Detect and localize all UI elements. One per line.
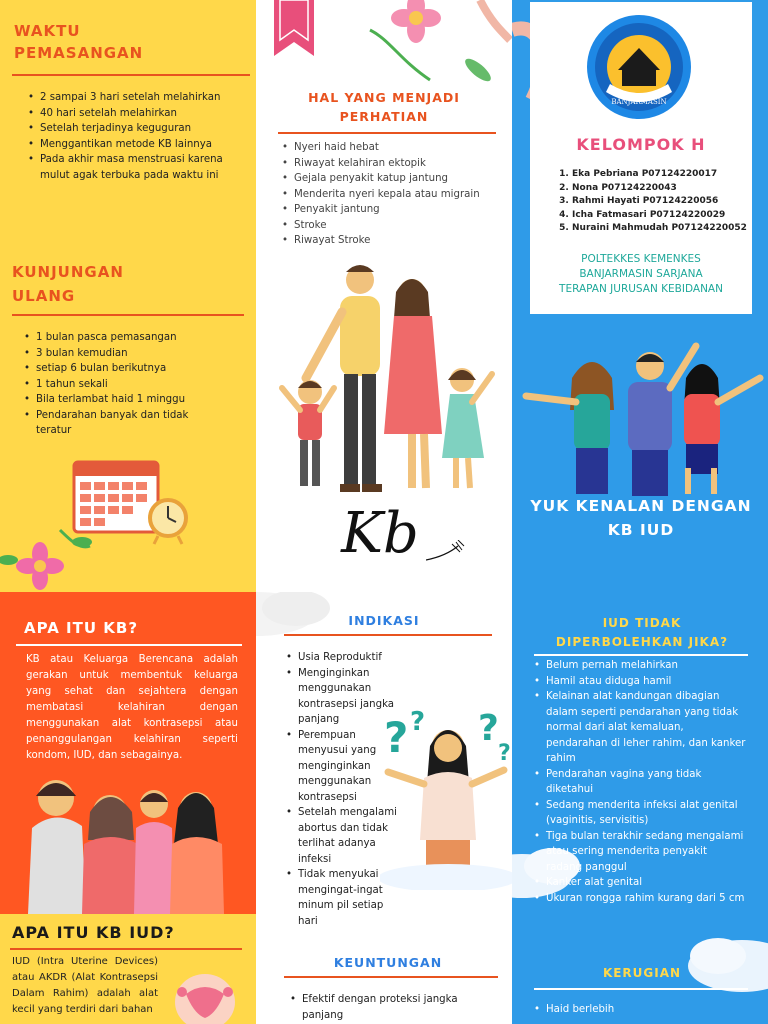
waktu-pemasangan-title: WAKTU PEMASANGAN [14, 22, 144, 62]
list-item: • Bila terlambat haid 1 minggu [22, 392, 222, 408]
member-item: 1. Eka Pebriana P07124220017 [572, 168, 756, 182]
member-item: 2. Nona P07124220043 [572, 182, 756, 196]
perhatian-list [280, 140, 506, 249]
list-item: • 1 tahun sekali [22, 377, 222, 393]
divider [534, 988, 748, 990]
svg-text:?: ? [478, 708, 499, 749]
list-item: • 2 sampai 3 hari setelah melahirkan [26, 90, 226, 106]
kelompok-title: KELOMPOK H [576, 135, 706, 154]
family-hug-illustration [22, 768, 232, 914]
divider [12, 314, 244, 316]
list-item: • Ukuran rongga rahim kurang dari 5 cm [532, 891, 746, 907]
panel-waktu-pemasangan [0, 0, 256, 592]
students-illustration [518, 338, 764, 498]
kb-script-logo: Kb [341, 501, 419, 566]
list-item: • Gejala penyakit katup jantung [280, 171, 506, 187]
kunjungan-ulang-title: KUNJUNGAN ULANG [12, 263, 124, 305]
divider [284, 634, 492, 636]
list-item: • Pendarahan banyak dan tidak teratur [22, 408, 222, 439]
uterus-icon [172, 958, 238, 1024]
hal-perhatian-title: HAL YANG MENJADI PERHATIAN [308, 90, 460, 124]
svg-text:?: ? [384, 713, 409, 762]
list-item: • Efektif dengan proteksi jangka panjang [288, 992, 488, 1023]
flower-decoration-icon [0, 520, 100, 592]
list-item: • 3 bulan kemudian [22, 346, 222, 362]
list-item: • Menginginkan menggunakan kontrasepsi jangka panjang [284, 666, 402, 728]
logo-text-bottom: BANJARMASIN [611, 98, 667, 106]
tidak-diperbolehkan-title: IUD TIDAK DIPERBOLEHKAN JIKA? [555, 616, 729, 649]
list-item: • Belum pernah melahirkan [532, 658, 746, 674]
list-item: • Kanker alat genital [532, 875, 746, 891]
institution-text: POLTEKKES KEMENKES BANJARMASIN SARJANA TERAPAN JURUSAN KEBIDANAN [559, 253, 723, 295]
member-item: 4. Icha Fatmasari P07124220029 [572, 209, 756, 223]
list-item: • Usia Reproduktif [284, 650, 402, 666]
panel-indikasi [256, 592, 512, 1024]
list-item: • Riwayat Stroke [280, 233, 506, 249]
keuntungan-list [288, 992, 488, 1023]
list-item: • Pendarahan vagina yang tidak diketahui [532, 767, 746, 798]
list-item: • Pada akhir masa menstruasi karena mulut agak terbuka pada waktu ini [26, 152, 226, 183]
divider [284, 976, 498, 978]
list-item: • Riwayat kelahiran ektopik [280, 156, 506, 172]
divider [534, 654, 748, 656]
panel-hal-perhatian [256, 0, 512, 592]
indikasi-title: INDIKASI [348, 613, 420, 628]
waktu-list [26, 90, 226, 183]
family-illustration [266, 262, 506, 502]
list-item: • Menggantikan metode KB lainnya [26, 137, 226, 153]
list-item: • Tidak menyukai mengingat-ingat minum pil setiap hari [284, 867, 402, 929]
apa-itu-kb-text: KB atau Keluarga Berencana adalah gerakan untuk membentuk keluarga yang sehat dan sejahtera dengan membatasi kelahiran dengan menggunakan alat kontrasepsi atau penanggulangan kelahiran seperti kondom, IUD, dan sebagainya. [26, 654, 238, 761]
panel-tidak-diperbolehkan [512, 592, 768, 1024]
list-item: • Stroke [280, 218, 506, 234]
divider [16, 644, 242, 646]
divider [12, 74, 250, 76]
kelompok-card [530, 2, 752, 314]
keuntungan-title: KEUNTUNGAN [333, 955, 443, 970]
cloud-icon [682, 926, 768, 996]
member-item: 5. Nuraini Mahmudah P07124220052 [572, 222, 756, 236]
list-item: • Sedang menderita infeksi alat genital (vaginitis, servisitis) [532, 798, 746, 829]
list-item: • Kelainan alat kandungan dibagian dalam seperti pendarahan yang tidak normal dari alat kemaluan, pendarahan di leher rahim, dan kanker rahim [532, 689, 746, 767]
list-item: • Menderita nyeri kepala atau migrain [280, 187, 506, 203]
divider [10, 948, 242, 950]
member-item: 3. Rahmi Hayati P07124220056 [572, 195, 756, 209]
list-item: • Penyakit jantung [280, 202, 506, 218]
thinking-woman-illustration [380, 700, 512, 890]
list-item: • Perempuan menyusui yang menginginkan menggunakan kontrasepsi [284, 728, 402, 806]
members-list [566, 168, 756, 236]
svg-text:?: ? [498, 741, 511, 766]
cover-title: YUK KENALAN DENGAN KB IUD [530, 497, 752, 539]
apa-itu-iud-title: APA ITU KB IUD? [12, 923, 175, 942]
kerugian-list [532, 1002, 746, 1018]
list-item: • Haid berlebih [532, 1002, 746, 1018]
list-item: • Tiga bulan terakhir sedang mengalami atau sering menderita penyakit radang panggul [532, 829, 746, 876]
list-item: • 40 hari setelah melahirkan [26, 106, 226, 122]
list-item: • 1 bulan pasca pemasangan [22, 330, 222, 346]
list-item: • Hamil atau diduga hamil [532, 674, 746, 690]
ribbon-icon [272, 0, 316, 58]
list-item: • Nyeri haid hebat [280, 140, 506, 156]
flower-decoration-icon [360, 0, 512, 92]
panel-apa-itu-kb [0, 592, 256, 914]
list-item: • Setelah terjadinya keguguran [26, 121, 226, 137]
divider [278, 132, 496, 134]
flower-sketch-icon [426, 540, 466, 564]
apa-itu-kb-title: APA ITU KB? [24, 619, 139, 637]
kunjungan-list [22, 330, 222, 439]
tidak-diperbolehkan-list [532, 658, 746, 906]
apa-itu-iud-text: IUD (Intra Uterine Devices) atau AKDR (Alat Kontrasepsi Dalam Rahim) adalah alat kecil yang terdiri dari bahan [12, 956, 158, 1015]
svg-text:?: ? [410, 707, 426, 737]
list-item: • setiap 6 bulan berikutnya [22, 361, 222, 377]
kerugian-title: KERUGIAN [602, 966, 682, 980]
panel-apa-itu-iud [0, 914, 256, 1024]
list-item: • Setelah mengalami abortus dan tidak terlihat adanya infeksi [284, 805, 402, 867]
